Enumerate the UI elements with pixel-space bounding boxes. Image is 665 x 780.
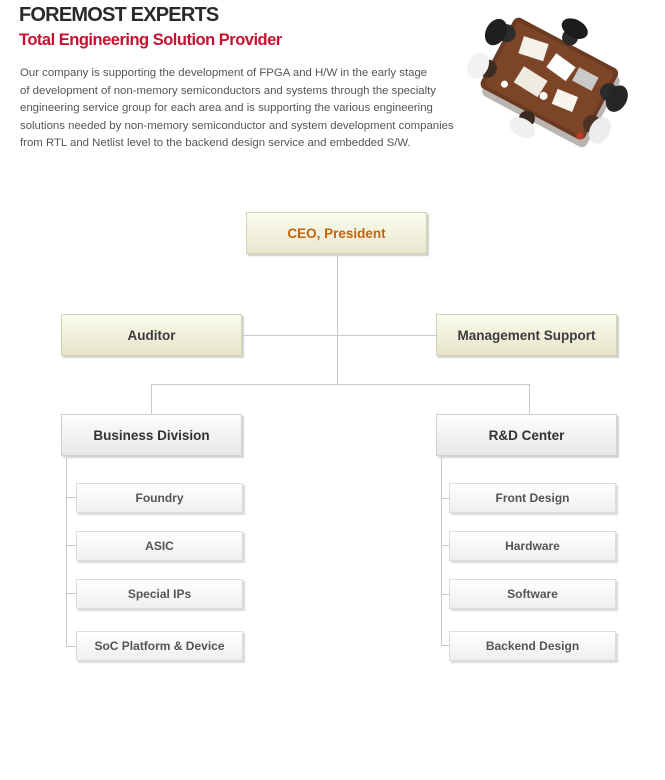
intro-paragraph <box>20 65 490 153</box>
connector-line <box>66 646 76 647</box>
connector-line <box>441 594 449 595</box>
connector-line <box>243 335 436 336</box>
connector-line <box>151 384 152 414</box>
connector-line <box>66 497 76 498</box>
auditor-box: Auditor <box>61 314 242 356</box>
page-subtitle: Total Engineering Solution Provider <box>19 31 282 49</box>
intro-line: solutions needed by non-memory semiconductor and system development companies <box>20 119 454 132</box>
intro-line: Our company is supporting the development of FPGA and H/W in the early stage <box>20 67 428 79</box>
rnd-center-box: R&D Center <box>436 414 617 456</box>
connector-line <box>441 498 449 499</box>
connector-line <box>66 545 76 546</box>
page-title: FOREMOST EXPERTS <box>19 4 219 26</box>
connector-line <box>441 456 442 646</box>
unit-software: Software <box>449 579 616 609</box>
unit-asic: ASIC <box>76 531 243 561</box>
management-support-box: Management Support <box>436 314 617 356</box>
intro-line: of development of non-memory semiconductors and systems through the specialty <box>20 84 436 97</box>
connector-line <box>66 456 67 647</box>
connector-line <box>151 384 530 385</box>
connector-line <box>441 645 449 646</box>
connector-line <box>441 545 449 546</box>
connector-line <box>529 384 530 414</box>
connector-line <box>337 254 338 385</box>
business-division-box: Business Division <box>61 414 242 456</box>
meeting-photo <box>448 8 638 156</box>
unit-foundry: Foundry <box>76 483 243 513</box>
intro-line: from RTL and Netlist level to the backend design service and embedded S/W. <box>20 137 411 150</box>
unit-front-design: Front Design <box>449 483 616 513</box>
unit-special-ips: Special IPs <box>76 579 243 609</box>
unit-backend-design: Backend Design <box>449 631 616 661</box>
unit-hardware: Hardware <box>449 531 616 561</box>
connector-line <box>66 593 76 594</box>
unit-soc-platform-device: SoC Platform & Device <box>76 631 243 661</box>
ceo-box: CEO, President <box>246 212 427 254</box>
intro-line: engineering service group for each area and is supporting the various engineering <box>20 102 433 115</box>
